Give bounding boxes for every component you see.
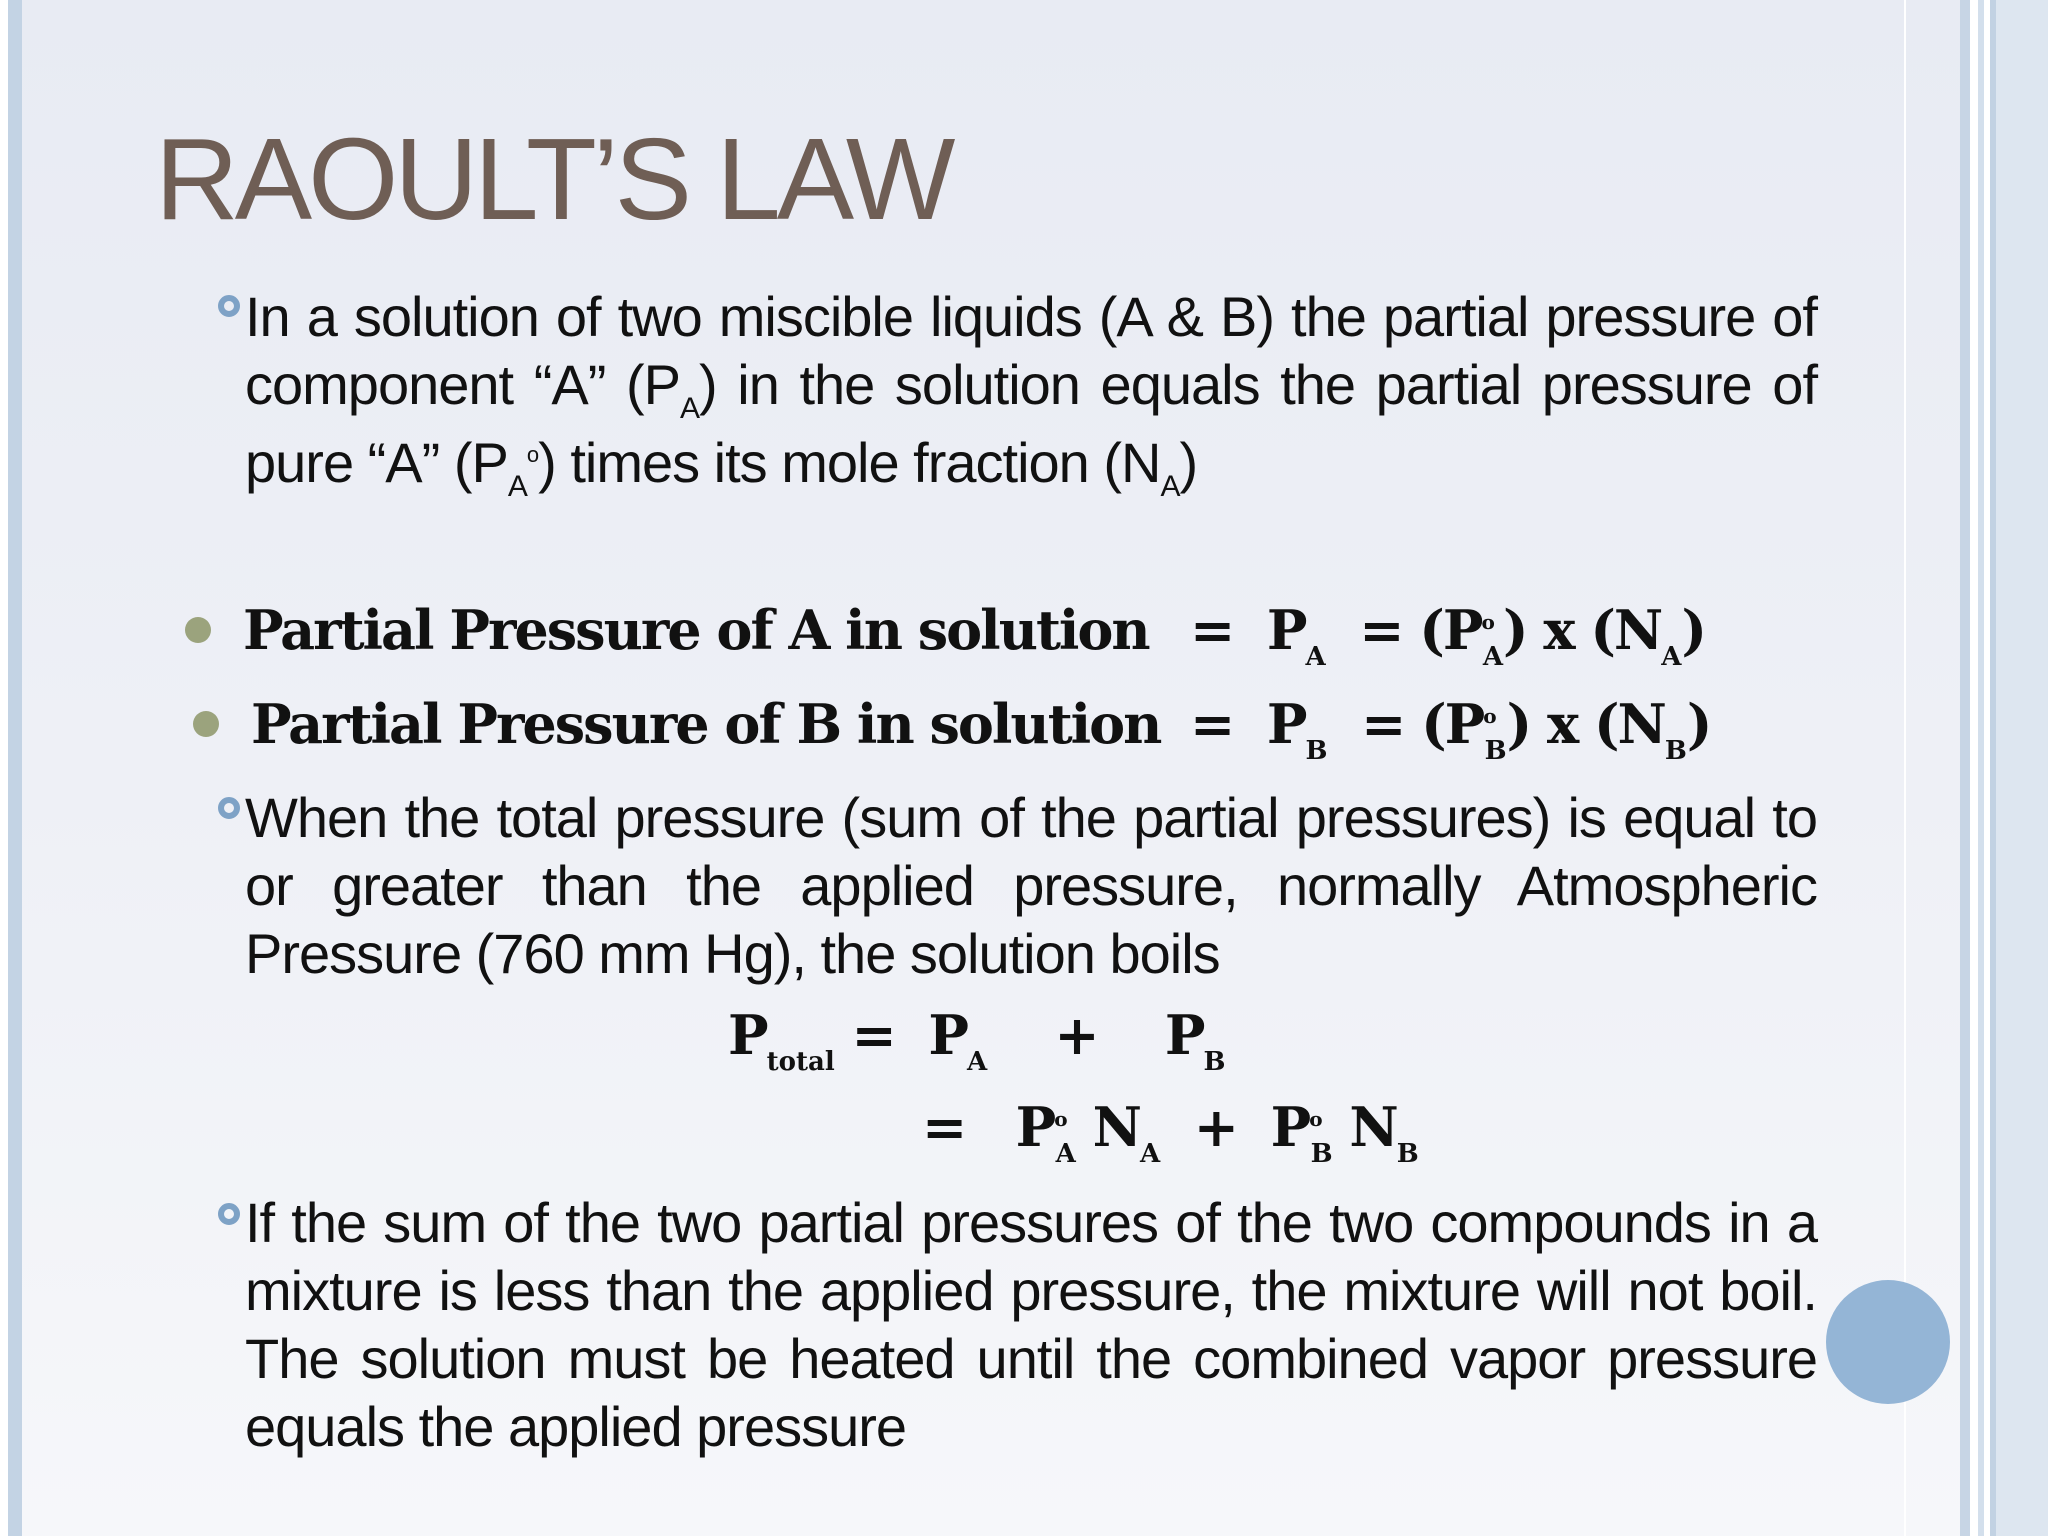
subscript: A <box>507 470 527 503</box>
equals-sign: = <box>1190 598 1234 662</box>
symbol: = (P <box>1361 692 1484 756</box>
symbol: P <box>928 1003 967 1067</box>
superscript: o <box>1483 704 1497 728</box>
symbol: N <box>1349 1095 1397 1159</box>
superscript: o <box>1481 610 1495 634</box>
ring-bullet-icon <box>218 295 240 317</box>
subscript: A <box>966 1047 988 1077</box>
symbol: P <box>1270 1095 1310 1159</box>
text: ) times its mole fraction (N <box>538 431 1161 494</box>
total-pressure-equation <box>728 1003 1226 1077</box>
ring-bullet-icon <box>218 797 240 819</box>
equals-sign: = <box>851 1003 895 1067</box>
equals-sign: = <box>1190 692 1234 756</box>
text: In a solution of two miscible liquids (A & B) the partial pressure of component “A” (P <box>245 285 1817 416</box>
subscript: B <box>1310 1139 1333 1169</box>
equation-label: Partial Pressure of B in solution <box>251 692 1161 756</box>
subscript: B <box>1484 736 1507 766</box>
ring-bullet-icon <box>218 1203 240 1225</box>
dot-bullet-icon <box>185 617 211 643</box>
symbol: P <box>1266 692 1306 756</box>
plus-sign: + <box>1193 1095 1238 1159</box>
superscript: o <box>1054 1107 1068 1131</box>
symbol: P <box>728 1003 767 1067</box>
total-pressure-expansion <box>922 1095 1419 1169</box>
symbol: P <box>1164 1003 1204 1067</box>
text: ) in the solution equals the partial pressure of pure “A” (P <box>245 353 1817 494</box>
symbol: ) x (N <box>1503 598 1662 662</box>
paragraph-not-boil: If the sum of the two partial pressures of the two compounds in a mixture is less than the applied pressure, the mixture will not boil. The solution must be heated until the combined vapor pressure equals the applied pressure <box>245 1191 1817 1458</box>
symbol: N <box>1092 1095 1140 1159</box>
subscript: A <box>1305 642 1326 672</box>
symbol: P <box>1266 598 1306 662</box>
subscript: B <box>1664 736 1687 766</box>
subscript: A <box>1139 1139 1161 1169</box>
subscript: A <box>1160 470 1180 503</box>
symbol: ) <box>1681 598 1706 662</box>
subscript: A <box>1482 642 1503 672</box>
right-frame-stripes <box>1978 0 2048 1536</box>
plus-sign: + <box>1054 1003 1098 1067</box>
subscript: B <box>1305 736 1328 766</box>
symbol: P <box>1015 1095 1055 1159</box>
equation-a <box>243 598 1149 662</box>
superscript: o <box>526 442 539 467</box>
equation-b <box>251 692 1160 756</box>
symbol: ) x (N <box>1506 692 1665 756</box>
subscript: A <box>1661 642 1682 672</box>
subscript: A <box>679 392 699 425</box>
symbol: = (P <box>1359 598 1482 662</box>
equation-label: Partial Pressure of A in solution <box>243 598 1149 662</box>
subscript: B <box>1396 1139 1419 1169</box>
symbol: ) <box>1686 692 1711 756</box>
equation-a-formula <box>1190 598 1706 672</box>
left-frame-stripe <box>8 0 22 1536</box>
subscript: total <box>766 1047 835 1077</box>
subscript: B <box>1203 1047 1226 1077</box>
paragraph-boiling: When the total pressure (sum of the partial pressures) is equal to or greater than the applied pressure, normally Atmospheric Pressure (760 mm Hg), the solution boils <box>245 786 1817 985</box>
equals-sign: = <box>922 1095 966 1159</box>
decorative-circle <box>1826 1280 1950 1404</box>
right-frame-stripe <box>1960 0 1970 1536</box>
superscript: o <box>1309 1107 1323 1131</box>
text: ) <box>1179 431 1198 494</box>
subscript: A <box>1055 1139 1076 1169</box>
paragraph-definition <box>245 283 1817 509</box>
dot-bullet-icon <box>193 711 219 737</box>
slide-title: RAOULT’S LAW <box>155 114 952 244</box>
equation-b-formula <box>1190 692 1711 766</box>
